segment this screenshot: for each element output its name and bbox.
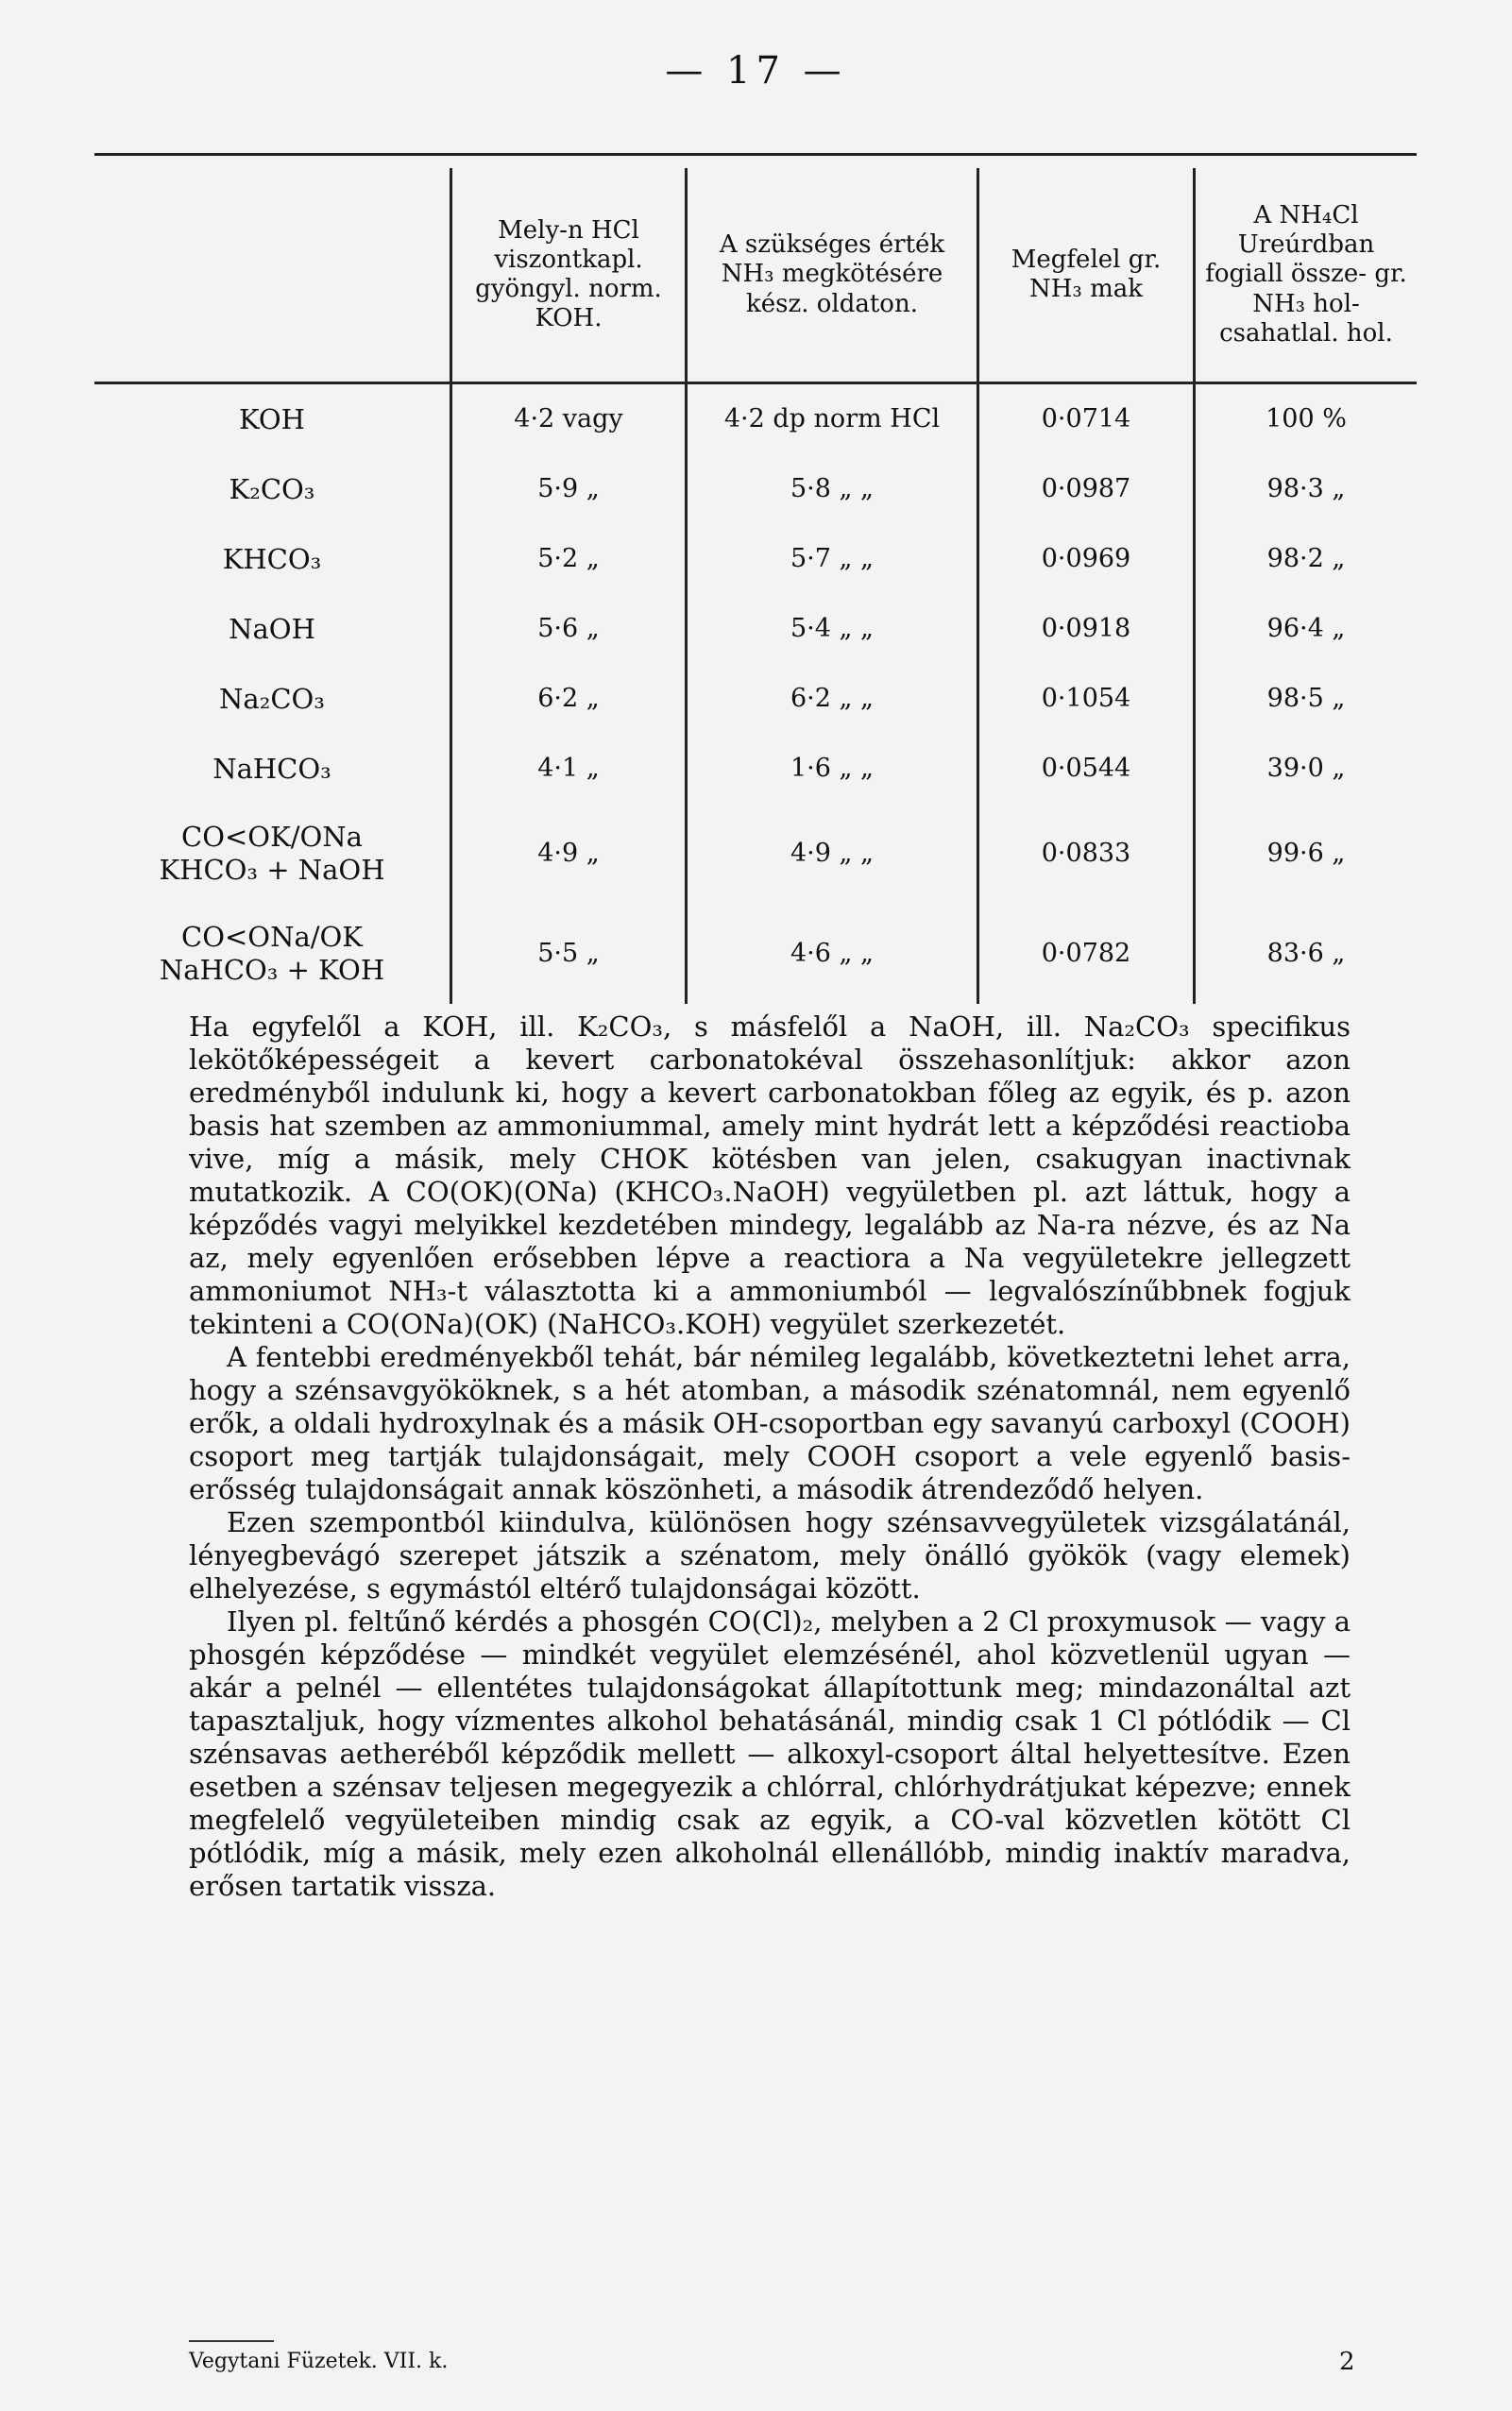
cell-col2: 5·4 „ „: [687, 594, 978, 664]
cell-col4: 39·0 „: [1266, 753, 1346, 783]
compound-line: NaHCO₃ + KOH: [159, 954, 385, 986]
paragraph: Ha egyfelől a KOH, ill. K₂CO₃, s másfelől a NaOH, ill. Na₂CO₃ specifikus lekötőképességeit a kevert carbonatokéval összehasonlítjuk: akkor azon eredményből indulunk ki, hogy a kevert carbonatokban főleg az egyik, és p. azon basis hat szemben az ammoniummal, amely mint hydrát lett a képződési reactioba vive, míg a másik, mely CHOK kötésben van jelen, csakugyan inactivnak mutatkozik. A CO(OK)(ONa) (KHCO₃.NaOH) vegyületben pl. azt láttuk, hogy a képződés vagyi melyikkel kezdetében mindegy, legalább az Na-ra nézve, és az Na az, mely egyenlően erősebben lépve a reactiora a Na vegyületekre jellegzett ammoniumot NH₃-t választotta ki a ammoniumból — legvalószínűbbnek fogjuk tekinteni a CO(ONa)(OK) (NaHCO₃.KOH) vegyület szerkezetét.: [189, 1010, 1351, 1340]
cell-compound: Na₂CO₃: [94, 664, 451, 734]
cell-col2: 4·9 „ „: [687, 804, 978, 904]
table-row: [94, 804, 1417, 904]
table-row: [94, 904, 1417, 1004]
header-col4-line: Ureúrdban: [1237, 230, 1375, 260]
cell-col2: 5·7 „ „: [687, 524, 978, 594]
cell-col2: 5·8 „ „: [687, 454, 978, 524]
header-col4-line: csahatlal. hol.: [1219, 318, 1393, 348]
cell-col1: 5·9 „: [451, 454, 687, 524]
header-compound: [94, 168, 451, 383]
header-col1-line: KOH.: [535, 304, 603, 333]
compound-line: CO<ONa/OK: [181, 921, 363, 954]
cell-col2: 4·6 „ „: [687, 904, 978, 1004]
paragraph: Ezen szempontból kiindulva, különösen hogy szénsavvegyületek vizsgálatánál, lényegbevágó szerepet játszik a szénatom, mely önálló gyökök (vagy elemek) elhelyezése, s egymástól eltérő tulajdonságai között.: [189, 1506, 1351, 1605]
cell-col1: 5·5 „: [451, 904, 687, 1004]
header-col3-line: Megfelel: [1011, 245, 1121, 274]
paragraph: Ilyen pl. feltűnő kérdés a phosgén CO(Cl)₂, melyben a 2 Cl proxymusok — vagy a phosgén képződése — mindkét vegyület elemzésénél, ahol közvetlenül ugyan — akár a pelnél — ellentétes tulajdonságokat állapítottunk meg; mindazonáltal azt tapasztaljuk, hogy vízmentes alkohol behatásánál, mindig csak 1 Cl pótlódik — Cl szénsavas aetheréből képződik mellett — alkoxyl-csoport által helyettesítve. Ezen esetben a szénsav teljesen megegyezik a chlórral, chlórhydrátjukat képezve; ennek megfelelő vegyületeiben mindig csak az egyik, a CO-val közvetlen kötött Cl pótlódik, míg a másik, mely ezen alkoholnál ellenállóbb, mindig inaktív maradva, erősen tartatik vissza.: [189, 1605, 1351, 1902]
footnote-rule: [189, 2340, 274, 2342]
header-col3: [978, 168, 1195, 383]
cell-compound: K₂CO₃: [94, 454, 451, 524]
cell-compound: NaOH: [94, 594, 451, 664]
cell-col3: 0·0969: [978, 524, 1195, 594]
cell-col2: 6·2 „ „: [687, 664, 978, 734]
cell-col3: 0·0714: [978, 383, 1195, 455]
table-row: [94, 454, 1417, 524]
header-col3-line: NH₃ mak: [1028, 275, 1144, 303]
header-col1-line: Mely-n HCl: [498, 215, 639, 245]
cell-col4: 96·4 „: [1266, 613, 1346, 643]
header-col4-line: fogiall össze-: [1205, 260, 1368, 289]
cell-compound: [94, 904, 451, 1004]
cell-col4: 100 %: [1266, 403, 1347, 433]
body-text: [189, 1010, 1351, 1903]
header-col2-line: A szükséges érték: [719, 230, 945, 260]
cell-col2: 4·2 dp norm HCl: [687, 383, 978, 455]
cell-col3: 0·1054: [978, 664, 1195, 734]
cell-compound: KOH: [94, 383, 451, 455]
header-col1-line: gyöngyl. norm.: [475, 275, 662, 303]
cell-col4: 98·2 „: [1266, 543, 1346, 573]
header-col4: [1195, 168, 1418, 383]
cell-col3: 0·0987: [978, 454, 1195, 524]
cell-col3: 0·0782: [978, 904, 1195, 1004]
cell-col3: 0·0833: [978, 804, 1195, 904]
cell-col4: 99·6 „: [1266, 838, 1346, 868]
header-col2: [687, 168, 978, 383]
table-header-row: [94, 168, 1417, 383]
cell-col1: 4·9 „: [451, 804, 687, 904]
footer-journal: Vegytani Füzetek. VII. k.: [189, 2350, 449, 2373]
cell-col1: 6·2 „: [451, 664, 687, 734]
table-row: [94, 594, 1417, 664]
cell-col4: 83·6 „: [1266, 938, 1346, 968]
cell-col3: 0·0544: [978, 734, 1195, 804]
cell-col4: 98·5 „: [1266, 683, 1346, 713]
cell-compound: KHCO₃: [94, 524, 451, 594]
cell-col2: 1·6 „ „: [687, 734, 978, 804]
cell-col1: 4·1 „: [451, 734, 687, 804]
header-col2-line: NH₃ megkötésére: [721, 260, 943, 289]
header-col2-line: kész. oldaton.: [746, 289, 918, 318]
cell-col1: 4·2 vagy: [451, 383, 687, 455]
compound-line: KHCO₃ + NaOH: [159, 854, 385, 886]
header-col4-line: gr. NH₃ hol-: [1252, 260, 1407, 318]
table-top-rule: [94, 153, 1417, 156]
compound-line: CO<OK/ONa: [181, 821, 363, 854]
footer-signature: 2: [1339, 2348, 1355, 2376]
header-col4-line: A NH₄Cl: [1253, 201, 1359, 230]
header-col1: [451, 168, 687, 383]
table-row: [94, 734, 1417, 804]
page-number: — 17 —: [665, 49, 847, 93]
table-row: [94, 664, 1417, 734]
cell-col1: 5·2 „: [451, 524, 687, 594]
table-row: [94, 524, 1417, 594]
header-col3-line: gr.: [1128, 245, 1162, 274]
cell-col4: 98·3 „: [1266, 473, 1346, 503]
cell-compound: [94, 804, 451, 904]
table-row: [94, 383, 1417, 455]
cell-col1: 5·6 „: [451, 594, 687, 664]
header-col1-line: viszontkapl.: [494, 245, 643, 274]
cell-col3: 0·0918: [978, 594, 1195, 664]
data-table: [94, 168, 1417, 1004]
cell-compound: NaHCO₃: [94, 734, 451, 804]
paragraph: A fentebbi eredményekből tehát, bár némileg legalább, következtetni lehet arra, hogy a szénsavgyököknek, s a hét atomban, a második szénatomnál, nem egyenlő erők, a oldali hydroxylnak és a másik OH-csoportban egy savanyú carboxyl (COOH) csoport meg tartják tulajdonságait, mely COOH csoport a vele egyenlő basis-erősség tulajdonságait annak köszönheti, a második átrendeződő helyen.: [189, 1341, 1351, 1505]
